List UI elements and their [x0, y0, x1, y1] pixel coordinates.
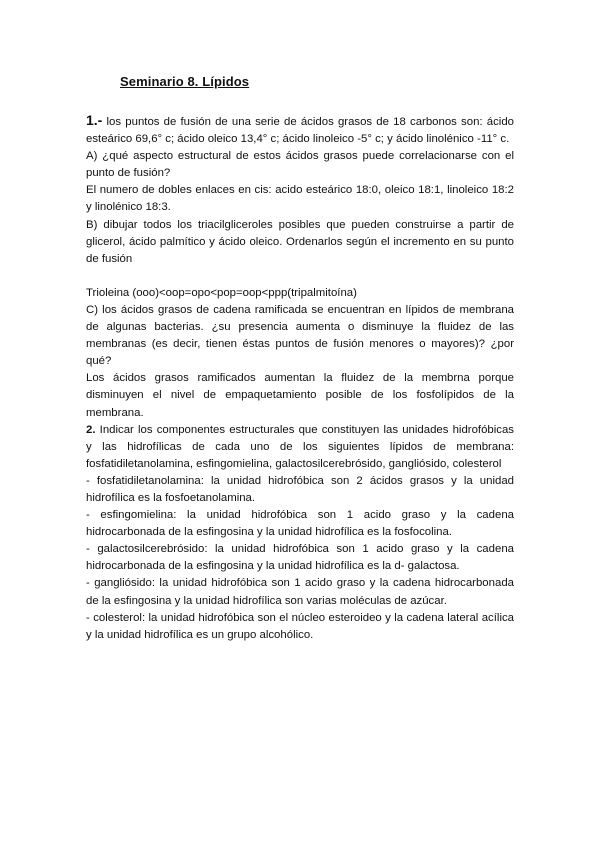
- question-1-part-a-answer: El numero de dobles enlaces en cis: acido esteárico 18:0, oleico 18:1, linoleico 18:2 y linolénico 18:3.: [86, 184, 514, 214]
- question-2-statement: Indicar los componentes estructurales que constituyen las unidades hidrofóbicas y las hidrofílicas de cada uno de los siguientes lípidos de membrana: fosfatidiletanolamina, esfingomielina, galactosilcerebrósido, gangliósido, colesterol: [86, 423, 514, 470]
- page-title: Seminario 8. Lípidos: [120, 74, 250, 89]
- question-1: [86, 112, 514, 148]
- question-1-part-a: A) ¿qué aspecto estructural de estos ácidos grasos puede correlacionarse con el punto de fusión?: [86, 150, 514, 180]
- question-1-part-c: C) los ácidos grasos de cadena ramificada se encuentran en lípidos de membrana de algunas bacterias. ¿su presencia aumenta o disminuye la fluidez de las membranas (es decir, tienen éstas puntos de fusión menores o mayores)? ¿por qué?: [86, 303, 514, 368]
- answer-galactosilcerebrosido: - galactosilcerebrósido: la unidad hidrofóbica son 1 acido graso y la cadena hidrocarbonada de la esfingosina y la unidad hidrofílica es la d- galactosa.: [86, 543, 514, 573]
- question-1-part-b-answer: Trioleina (ooo)<oop=opo<pop=oop<ppp(tripalmitoína): [86, 286, 357, 299]
- document-body: [86, 112, 514, 644]
- answer-esfingomielina: - esfingomielina: la unidad hidrofóbica son 1 acido graso y la cadena hidrocarbonada de la esfingosina y la unidad hidrofílica es la fosfocolina.: [86, 509, 514, 539]
- answer-fosfatidiletanolamina: - fosfatidiletanolamina: la unidad hidrofóbica son 2 ácidos grasos y la unidad hidrofílica es la fosfoetanolamina.: [86, 474, 514, 504]
- question-2-number: 2.: [86, 423, 96, 436]
- question-1-part-b: B) dibujar todos los triacilgliceroles posibles que pueden construirse a partir de glicerol, ácido palmítico y ácido oleico. Ordenarlos según el incremento en su punto de fusión: [86, 218, 514, 265]
- question-1-part-c-answer: Los ácidos grasos ramificados aumentan la fluidez de la membrna porque disminuyen el nivel de empaquetamiento posible de los fosfolípidos de la membrana.: [86, 372, 514, 419]
- spacer: [86, 268, 514, 285]
- question-2: [86, 422, 514, 473]
- question-1-statement: los puntos de fusión de una serie de ácidos grasos de 18 carbonos son: ácido esteárico 69,6° c; ácido oleico 13,4° c; ácido linoleico -5° c; y ácido linolénico -11° c.: [86, 116, 514, 146]
- question-1-number: 1.-: [86, 112, 103, 128]
- answer-gangliosido: - gangliósido: la unidad hidrofóbica son 1 acido graso y la cadena hidrocarbonada de la esfingosina y la unidad hidrofílica son varias moléculas de azúcar.: [86, 577, 514, 607]
- answer-colesterol: - colesterol: la unidad hidrofóbica son el núcleo esteroideo y la cadena lateral acílica y la unidad hidrofílica es un grupo alcohólico.: [86, 611, 514, 641]
